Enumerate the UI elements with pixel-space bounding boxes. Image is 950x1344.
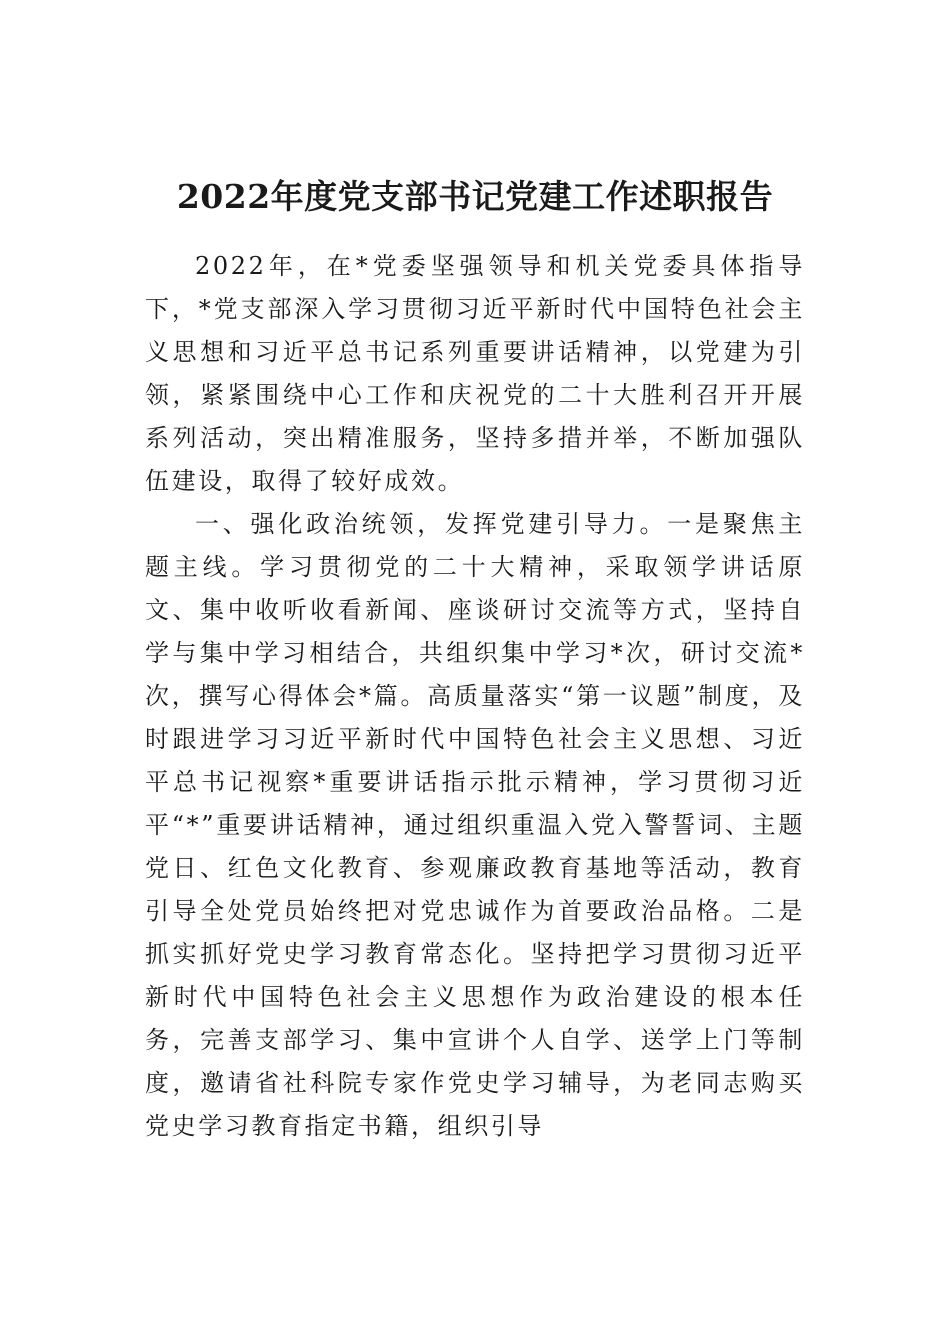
- document-body: [145, 245, 805, 1148]
- document-title: 2022年度党支部书记党建工作述职报告: [176, 177, 774, 216]
- paragraph-intro: 2022年，在*党委坚强领导和机关党委具体指导下，*党支部深入学习贯彻习近平新时代中国特色社会主义思想和习近平总书记系列重要讲话精神，以党建为引领，紧紧围绕中心工作和庆祝党的二十大胜利召开开展系列活动，突出精准服务，坚持多措并举，不断加强队伍建设，取得了较好成效。: [145, 252, 805, 495]
- paragraph-section-one: 一、强化政治统领，发挥党建引导力。一是聚焦主题主线。学习贯彻党的二十大精神，采取领学讲话原文、集中收听收看新闻、座谈研讨交流等方式，坚持自学与集中学习相结合，共组织集中学习*次，研讨交流*次，撰写心得体会*篇。高质量落实“第一议题”制度，及时跟进学习习近平新时代中国特色社会主义思想、习近平总书记视察*重要讲话指示批示精神，学习贯彻习近平“*”重要讲话精神，通过组织重温入党入警誓词、主题党日、红色文化教育、参观廉政教育基地等活动，教育引导全处党员始终把对党忠诚作为首要政治品格。二是抓实抓好党史学习教育常态化。坚持把学习贯彻习近平新时代中国特色社会主义思想作为政治建设的根本任务，完善支部学习、集中宣讲个人自学、送学上门等制度，邀请省社科院专家作党史学习辅导，为老同志购买党史学习教育指定书籍，组织引导: [145, 510, 805, 1140]
